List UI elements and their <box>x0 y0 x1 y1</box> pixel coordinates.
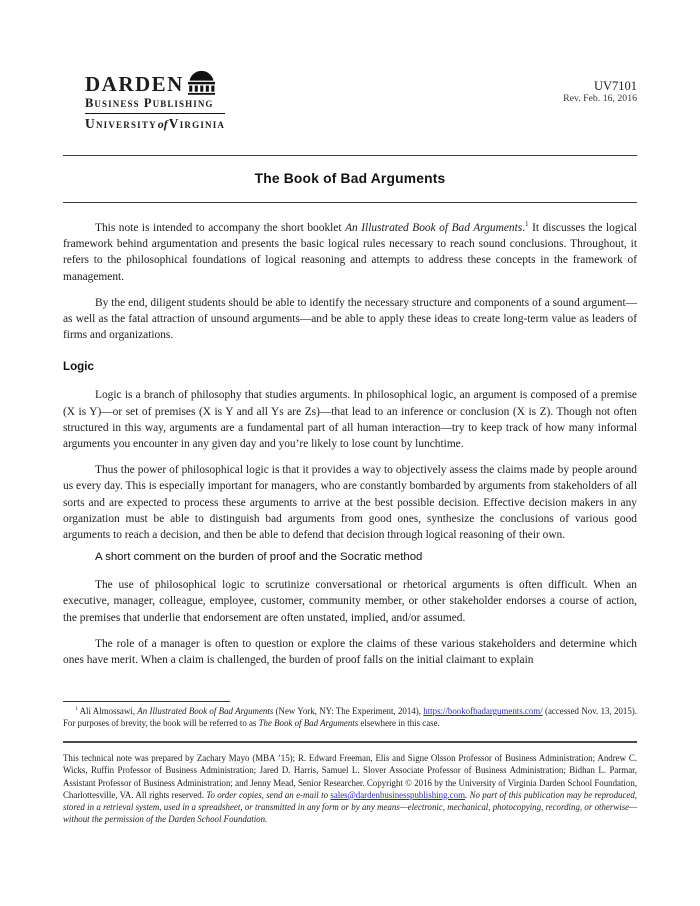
darden-logo <box>85 70 225 132</box>
footer-divider <box>63 741 637 743</box>
intro-paragraph-2 <box>63 295 637 344</box>
logo-of-word: of <box>157 117 168 131</box>
text-segment: (accessed Nov. 13, 2015). For purposes of brevity, the book will be referred to as <box>63 706 637 728</box>
footnote-divider <box>63 701 230 702</box>
page-header <box>63 0 637 134</box>
text-segment: This note is intended to accompany the short booklet <box>95 222 346 234</box>
logo-university-of-virginia <box>85 113 225 132</box>
text-segment: elsewhere in this case. <box>358 717 440 728</box>
section-heading-logic: Logic <box>63 360 94 374</box>
logo-university-word: University <box>85 116 157 131</box>
text-segment: The role of a manager is often to question or explore the claims of these various stakeholders and determine which ones have merit. When a claim is challenged, the burden of proof falls on the initial claimant to explain <box>63 637 637 667</box>
logo-virginia-word: Virginia <box>168 116 226 131</box>
burden-paragraph-2 <box>63 636 637 668</box>
text-segment: . <box>465 789 470 800</box>
doc-number: UV7101 <box>593 79 637 93</box>
text-segment: The Book of Bad Arguments <box>258 717 359 728</box>
text-segment: By the end, diligent students should be able to identify the necessary structure and components of a sound argument—as well as the fatal attraction of unsound arguments—and be able to apply these ideas to create long-term value as leaders of firms and organizations. <box>63 296 637 342</box>
logic-paragraph-2 <box>63 462 637 543</box>
page-bottom-block <box>63 701 637 825</box>
logo-business-publishing: Business Publishing <box>85 96 214 110</box>
revision-date: Rev. Feb. 16, 2016 <box>563 93 637 104</box>
logo-darden-text: DARDEN <box>85 72 184 96</box>
page-title: The Book of Bad Arguments <box>254 171 446 186</box>
text-segment: Logic is a branch of philosophy that studies arguments. In philosophical logic, an argument is composed of a premise (X is Y)—or set of premises (X is Y and all Ys are Zs)—that lead to an inference or conclusion (X is Z). Though not often structured in this way, arguments are a fundamental part of all human interaction—try to keep track of how many informal arguments you encounter in any given day and you’re likely to lose count by lunchtime. <box>63 389 637 451</box>
text-segment: This technical note was prepared by Zachary Mayo (MBA ’15); R. Edward Freeman, Elis and Signe Olsson Professor of Business Administration; Andrew C. Wicks, Ruffin Professor of Business Administration; Jared D. Harris, Samuel L. Slover Associate Professor of Business Administration; Bidhan L. Parmar, Assistant Professor of Business Administration; and Jenny Mead, Senior Researcher. Copyright © 2016 by the University of Virginia Darden School Foundation, Charlottesville, VA. All rights reserved. <box>63 753 637 800</box>
intro-paragraph-1 <box>63 220 637 285</box>
text-segment: The use of philosophical logic to scrutinize conversational or rhetorical arguments is often difficult. When an executive, manager, colleague, employee, customer, community member, or other stakeholder endorses a course of action, the premises that underlie that endorsement are often unstated, implied, and/or assumed. <box>63 579 637 624</box>
footnote <box>63 706 637 729</box>
text-segment: . <box>522 222 526 234</box>
text-segment: Ali Almossawi, <box>77 706 138 716</box>
text-segment: 1 <box>75 706 78 713</box>
text-segment: (New York, NY: The Experiment, 2014), <box>273 706 424 716</box>
text-segment: To order copies, send an e-mail to <box>206 789 331 800</box>
text-segment: It discusses the logical framework behind argumentation and presents the basic logical rules necessary to reach sound conclusions. Throughout, it refers to the philosophical foundations of logical reasoning and attempts to address these concepts in the framework of management. <box>63 222 637 283</box>
text-segment: An Illustrated Book of Bad Arguments <box>137 706 274 716</box>
copyright-footer <box>63 752 637 825</box>
rotunda-icon <box>188 70 215 95</box>
order-email-link[interactable]: sales@dardenbusinesspublishing.com <box>330 789 465 800</box>
burden-paragraph-1 <box>63 577 637 626</box>
text-segment: Thus the power of philosophical logic is that it provides a way to objectively assess the claims made by people around us every day. This is especially important for managers, who are constantly bombarded by arguments from stakeholders of all sorts and are expected to process these arguments to arrive at the best possible decision. Effective decision makers in any organization must be able to distinguish bad arguments from good ones, synthesize the conclusions of various good arguments to reach a decision, and then be able to defend that decision through logical reasoning of their own. <box>63 464 637 542</box>
text-segment: 1 <box>525 220 529 229</box>
text-segment: An Illustrated Book of Bad Arguments <box>345 222 523 234</box>
logo-top-row <box>85 70 225 95</box>
logic-paragraph-1 <box>63 387 637 452</box>
subsection-heading-burden-of-proof: A short comment on the burden of proof and the Socratic method <box>95 551 423 564</box>
text-segment: No part of this publication may be reproduced, stored in a retrieval system, used in a spreadsheet, or transmitted in any form or by any means—electronic, mechanical, photocopying, recording, or otherwise—without the permission of the Darden School Foundation. <box>63 789 637 825</box>
title-rule <box>63 202 637 203</box>
document-id-block <box>563 70 637 105</box>
footnote-url-link[interactable]: https://bookofbadarguments.com/ <box>423 706 543 716</box>
